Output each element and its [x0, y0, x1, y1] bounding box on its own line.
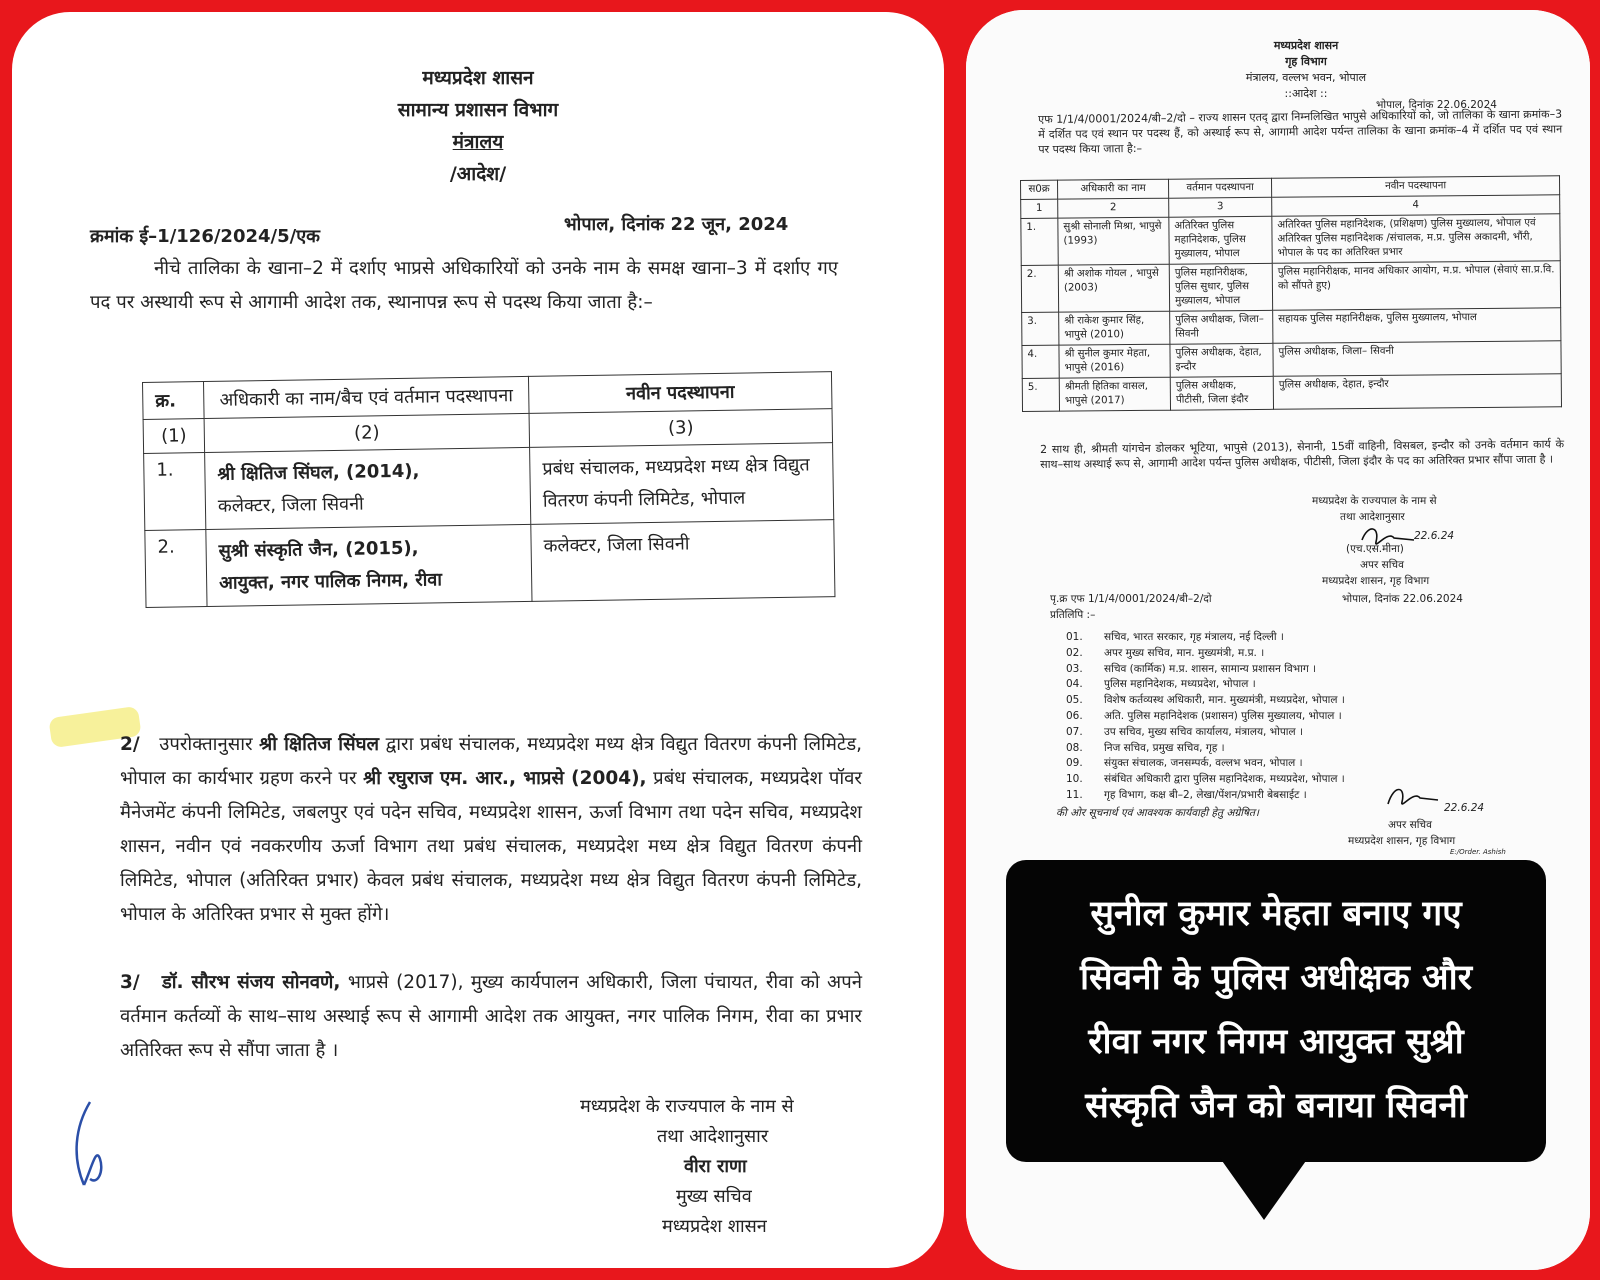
table-row [1021, 214, 1560, 266]
right-signatory2-title: अपर सचिव [1388, 819, 1432, 831]
para2-text-e: प्रबंध संचालक, मध्यप्रदेश पॉवर मैनेजमेंट कंपनी लिमिटेड, जबलपुर एवं पदेन सचिव, मध्यप्रदेश शासन, ऊर्जा विभाग तथा पदेन सचिव, मध्यप्रदेश शासन, नवीन एवं नवकरणीय ऊर्जा विभाग तथा प्रबंध संचालक, मध्यप्रदेश मध्य क्षेत्र विद्युत वितरण कंपनी लिमिटेड, भोपाल (अतिरिक्त प्रभार) केवल प्रबंध संचालक, मध्यप्रदेश मध्य क्षेत्र विद्युत वितरण कंपनी लिमिटेड, भोपाल के अतिरिक्त प्रभार से मुक्त होंगे। [120, 768, 862, 925]
cc-recipient: अपर मुख्य सचिव, मान. मुख्यमंत्री, म.प्र. । [1104, 646, 1265, 659]
left-posting-table [142, 371, 835, 608]
cc-recipient: पुलिस महानिदेशक, मध्यप्रदेश, भोपाल । [1104, 678, 1256, 691]
right-paragraph-2: 2 साथ ही, श्रीमती यांगचेन डोलकर भूटिया, भापुसे (2013), सेनानी, 15वीं वाहिनी, विसबल, इन्दौर को उनके वर्तमान कार्य के साथ–साथ अस्थाई रूप से, आगामी आदेश पर्यन्त पुलिस अधीक्षक, पीटीसी, जिला इंदौर के पद का अतिरिक्त प्रभार सौंपा जाता है । [1040, 437, 1565, 471]
caption-line-4: संस्कृति जैन को बनाया सिवनी [1085, 1086, 1467, 1126]
list-item [1066, 756, 1345, 772]
list-item [1066, 788, 1345, 804]
table-header-officer: अधिकारी का नाम [1058, 179, 1169, 199]
para3-text: भाप्रसे (2017), मुख्य कार्यपालन अधिकारी, जिला पंचायत, रीवा को अपने वर्तमान कर्तव्यों के साथ–साथ अस्थाई रूप से आगामी आदेश तक आयुक्त, नगर पालिक निगम, रीवा का प्रभार अतिरिक्त रूप से सौंपा जाता है । [120, 972, 862, 1061]
caption-pointer [1220, 1158, 1308, 1220]
left-paragraph-3 [120, 966, 862, 1068]
left-signatory-name: वीरा राणा [684, 1156, 747, 1177]
caption-line-1: सुनील कुमार मेहता बनाए गए [1090, 894, 1462, 934]
left-header-dept: सामान्य प्रशासन विभाग [397, 99, 559, 121]
row-officer: श्रीमती हितिका वासल, भापुसे (2017) [1059, 377, 1170, 411]
left-header-order: /आदेश/ [449, 163, 507, 185]
row-officer [205, 447, 531, 529]
cc-number: 03. [1066, 662, 1083, 675]
table-row [1022, 374, 1561, 412]
right-signatory2-office: मध्यप्रदेश शासन, गृह विभाग [1348, 835, 1456, 847]
endorsement-date: भोपाल, दिनांक 22.06.2024 [1342, 593, 1463, 605]
table-colnum: 2 [1058, 198, 1169, 218]
cc-recipient: विशेष कर्तव्यस्थ अधिकारी, मान. मुख्यमंत्री, मध्यप्रदेश, भोपाल । [1104, 694, 1345, 707]
right-posting-table [1020, 175, 1562, 412]
right-date: भोपाल, दिनांक 22.06.2024 [1376, 99, 1497, 111]
table-colnum: (1) [143, 419, 205, 454]
row-new-post: अतिरिक्त पुलिस महानिदेशक, (प्रशिक्षण) पुलिस मुख्यालय, भोपाल एवं अतिरिक्त पुलिस महानिदेशक /संचालक, म.प्र. पुलिस अकादमी, भौंरी, भोपाल के पद का अतिरिक्त प्रभार [1272, 214, 1560, 264]
row-sn: 4. [1022, 345, 1059, 378]
cc-recipient: अति. पुलिस महानिदेशक (प्रशासन) पुलिस मुख्यालय, भोपाल । [1104, 709, 1342, 722]
cc-recipient: संबंधित अधिकारी द्वारा पुलिस महानिदेशक, मध्यप्रदेश, भोपाल । [1104, 773, 1345, 786]
left-signatory-office: मध्यप्रदेश शासन [662, 1216, 767, 1237]
officer-current-post: कलेक्टर, जिला सिवनी [217, 493, 364, 517]
caption-line-3: रीवा नगर निगम आयुक्त सुश्री [1088, 1022, 1464, 1062]
cc-recipient: सचिव (कार्मिक) म.प्र. शासन, सामान्य प्रशासन विभाग । [1104, 662, 1317, 675]
right-sign-line-1: मध्यप्रदेश के राज्यपाल के नाम से [1312, 495, 1437, 507]
table-header-current: वर्तमान पदस्थापना [1168, 178, 1271, 198]
copy-to-list [1066, 630, 1345, 804]
row-sn: 2. [145, 530, 207, 608]
table-colnum: 1 [1021, 199, 1058, 218]
table-colnum: (2) [204, 413, 529, 452]
cc-number: 01. [1066, 631, 1083, 643]
officer-name: श्री क्षितिज सिंघल, (2014), [217, 460, 420, 485]
para2-name-2: श्री रघुराज एम. आर., भाप्रसे (2004), [363, 768, 647, 789]
para-number: 2/ [120, 734, 140, 755]
left-header-govt: मध्यप्रदेश शासन [422, 67, 534, 89]
table-row [1021, 261, 1560, 313]
table-colnum: 3 [1169, 197, 1272, 217]
list-item [1066, 677, 1345, 693]
copy-to-label: प्रतिलिपि :– [1050, 609, 1096, 621]
table-row [144, 443, 834, 531]
right-signatory-office: मध्यप्रदेश शासन, गृह विभाग [1322, 575, 1430, 587]
cc-number: 02. [1066, 646, 1083, 659]
row-current-post: पुलिस अधीक्षक, देहात, इन्दौर [1170, 343, 1273, 377]
copy-footer: की ओर सूचनार्थ एवं आवश्यक कार्यवाही हेतु अग्रेषित। [1056, 807, 1260, 819]
right-sign-line-2: तथा आदेशानुसार [1340, 511, 1405, 523]
list-item [1066, 725, 1345, 741]
row-sn: 1. [144, 453, 206, 531]
left-sign-line-2: तथा आदेशानुसार [657, 1126, 769, 1147]
list-item [1066, 693, 1345, 709]
ink-scribble-mark [70, 1097, 118, 1192]
cc-number: 06. [1066, 709, 1083, 722]
para2-text-c: द्वारा प्रबंध संचालक, मध्यप्रदेश मध्य क्षेत्र विद्युत वितरण कंपनी लिमिटेड, भोपाल का कार्यभार ग्रहण करने पर [120, 734, 863, 789]
row-current-post: पुलिस अधीक्षक, जिला– सिवनी [1170, 310, 1273, 344]
row-new-post: पुलिस महानिरीक्षक, मानव अधिकार आयोग, म.प्र. भोपाल (सेवाएं सा.प्र.वि. को सौंपते हुए) [1272, 261, 1560, 311]
list-item [1066, 772, 1345, 788]
right-header-govt: मध्यप्रदेश शासन [1273, 39, 1339, 52]
row-new-post: पुलिस अधीक्षक, जिला– सिवनी [1273, 341, 1561, 377]
para3-name: डॉ. सौरभ संजय सोनवणे, [161, 972, 341, 993]
list-item [1066, 741, 1345, 757]
para2-name-1: श्री क्षितिज सिंघल [259, 734, 380, 755]
caption-text [1006, 882, 1546, 1138]
table-row [145, 520, 835, 608]
right-header-address: मंत्रालय, वल्लभ भवन, भोपाल [1245, 71, 1367, 84]
row-officer [206, 524, 532, 606]
left-order-document [12, 12, 944, 1268]
left-order-number: क्रमांक ई–1/126/2024/5/एक [90, 226, 320, 247]
left-intro-paragraph: नीचे तालिका के खाना–2 में दर्शाए भाप्रसे अधिकारियों को उनके नाम के समक्ष खाना–3 में दर्शाए गए पद पर अस्थायी रूप से आगामी आदेश तक, स्थानापन्न रूप से पदस्थ किया जाता है:– [90, 258, 838, 313]
table-header-new-post: नवीन पदस्थापना [528, 372, 832, 414]
table-header-officer: अधिकारी का नाम/बैच एवं वर्तमान पदस्थापना [204, 376, 530, 418]
order-tag: E:/Order. Ashish [1450, 848, 1506, 856]
table-colnum: 4 [1272, 195, 1560, 217]
row-officer: सुश्री सोनाली मिश्रा, भापुसे (1993) [1058, 217, 1169, 265]
right-header-dept: गृह विभाग [1285, 55, 1327, 68]
list-item [1066, 630, 1345, 646]
row-sn: 5. [1022, 378, 1059, 411]
signature-date-2: 22.6.24 [1444, 802, 1485, 814]
cc-number: 07. [1066, 725, 1083, 738]
list-item [1066, 662, 1345, 678]
row-sn: 1. [1021, 218, 1058, 265]
para2-text-a: उपरोक्तानुसार [159, 734, 253, 755]
row-current-post: अतिरिक्त पुलिस महानिदेशक, पुलिस मुख्यालय, भोपाल [1169, 216, 1272, 264]
list-item [1066, 646, 1345, 662]
caption-line-2: सिवनी के पुलिस अधीक्षक और [1079, 958, 1473, 998]
right-signatory-title: अपर सचिव [1360, 559, 1404, 571]
table-header-sn: क्र. [143, 382, 205, 420]
para-number: 3/ [120, 972, 140, 993]
table-header-new-post: नवीन पदस्थापना [1271, 176, 1559, 198]
cc-number: 10. [1066, 773, 1083, 786]
row-sn: 2. [1021, 265, 1058, 312]
row-current-post: पुलिस अधीक्षक, पीटीसी, जिला इंदौर [1170, 376, 1273, 410]
row-officer: श्री अशोक गोयल , भापुसे (2003) [1058, 264, 1169, 312]
row-officer: श्री राकेश कुमार सिंह, भापुसे (2010) [1059, 311, 1170, 345]
row-officer: श्री सुनील कुमार मेहता, भापुसे (2016) [1059, 344, 1170, 378]
endorsement-number: पृ.क्र एफ 1/1/4/0001/2024/बी–2/दो [1050, 593, 1212, 605]
left-signatory-title: मुख्य सचिव [676, 1186, 752, 1207]
row-new-post: पुलिस अधीक्षक, देहात, इन्दौर [1273, 374, 1561, 410]
left-place-date: भोपाल, दिनांक 22 जून, 2024 [564, 214, 789, 235]
cc-number: 05. [1066, 694, 1083, 707]
row-new-post: सहायक पुलिस महानिरीक्षक, पुलिस मुख्यालय, भोपाल [1273, 308, 1561, 344]
cc-recipient: निज सचिव, प्रमुख सचिव, गृह । [1104, 741, 1225, 754]
row-new-post: प्रबंध संचालक, मध्यप्रदेश मध्य क्षेत्र विद्युत वितरण कंपनी लिमिटेड, भोपाल [530, 443, 834, 525]
officer-name: सुश्री संस्कृति जैन, (2015), [218, 537, 419, 562]
table-header-sn: स0क्र [1021, 180, 1058, 199]
officer-current-post: आयुक्त, नगर पालिक निगम, रीवा [219, 569, 443, 594]
signature-date: 22.6.24 [1414, 530, 1455, 542]
row-current-post: पुलिस महानिरीक्षक, पुलिस सुधार, पुलिस मुख्यालय, भोपाल [1169, 263, 1272, 311]
row-sn: 3. [1022, 312, 1059, 345]
left-sign-line-1: मध्यप्रदेश के राज्यपाल के नाम से [580, 1096, 794, 1117]
cc-number: 08. [1066, 741, 1083, 754]
right-signatory-name: (एच.एस.मीना) [1346, 543, 1404, 555]
cc-number: 09. [1066, 757, 1083, 770]
cc-number: 11. [1066, 788, 1083, 801]
cc-recipient: संयुक्त संचालक, जनसम्पर्क, वल्लभ भवन, भोपाल । [1104, 757, 1303, 770]
table-row [1022, 341, 1561, 379]
signature-mark [1382, 780, 1442, 814]
left-header-ministry: मंत्रालय [452, 131, 504, 153]
cc-recipient: उप सचिव, मुख्य सचिव कार्यालय, मंत्रालय, भोपाल । [1104, 725, 1303, 738]
list-item [1066, 709, 1345, 725]
table-colnum: (3) [529, 409, 832, 448]
left-paragraph-2 [120, 728, 862, 932]
cc-recipient: गृह विभाग, कक्ष बी–2, लेखा/पेंशन/प्रभारी बेबसाईट । [1104, 788, 1307, 801]
cc-number: 04. [1066, 678, 1083, 691]
cc-recipient: सचिव, भारत सरकार, गृह मंत्रालय, नई दिल्ली । [1104, 631, 1284, 643]
row-new-post: कलेक्टर, जिला सिवनी [531, 520, 835, 602]
right-order-document [966, 10, 1590, 1270]
right-intro-paragraph: एफ 1/1/4/0001/2024/बी–2/दो – राज्य शासन एतद् द्वारा निम्नलिखित भापुसे अधिकारियों को, जो तालिका के खाना क्रमांक–3 में दर्शित पद एवं स्थान पर पदस्थ हैं, को अस्थाई रूप से, आगामी आदेश पर्यन्त तालिका के खाना क्रमांक–4 में दर्शित पद एवं स्थान पर पदस्थ किया जाता है:– [1038, 107, 1563, 156]
right-header-order: ::आदेश :: [1284, 87, 1328, 100]
table-row [1022, 308, 1561, 346]
